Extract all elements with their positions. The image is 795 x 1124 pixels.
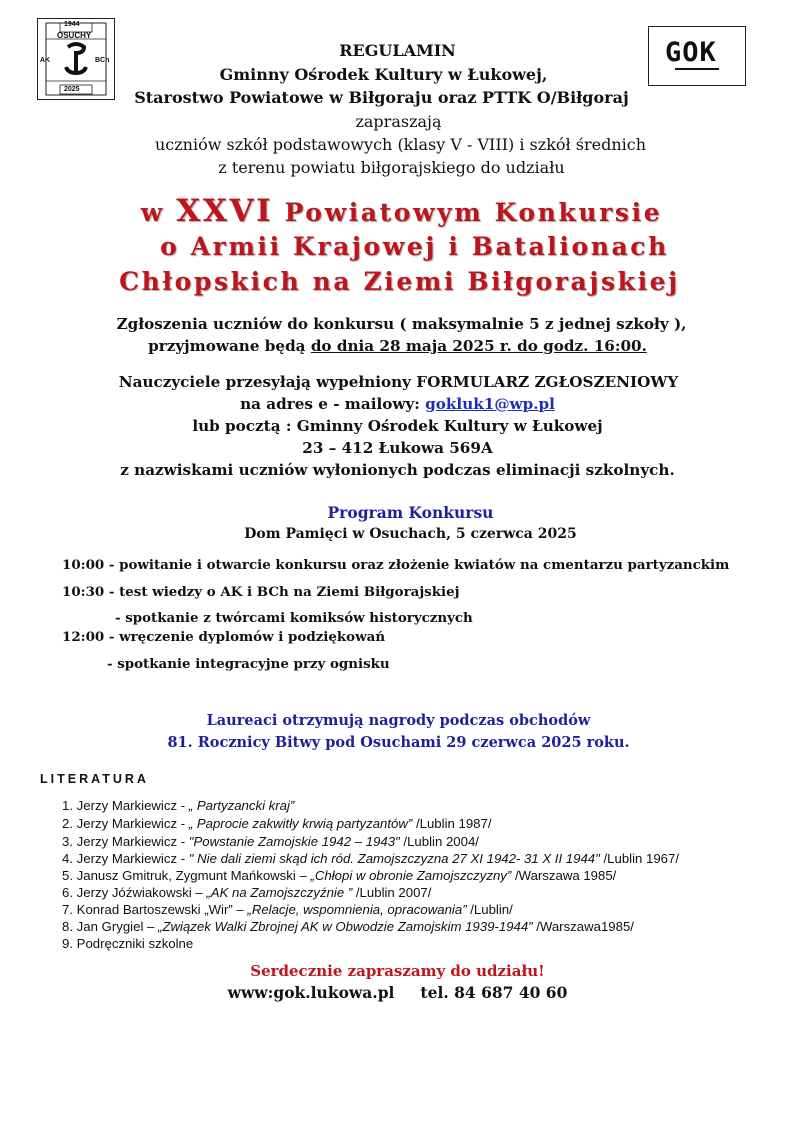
audience-line-1: uczniów szkół podstawowych (klasy V - VIII) i szkół średnich bbox=[154, 135, 647, 154]
registration-line-1: Zgłoszenia uczniów do konkursu ( maksymalnie 5 z jednej szkoły ), bbox=[116, 315, 687, 333]
program-item: - spotkanie z twórcami komiksów historycznych bbox=[115, 610, 473, 626]
logo-bch: BCh bbox=[95, 57, 110, 64]
program-title: Program Konkursu bbox=[327, 503, 494, 522]
organizer-line-1: Gminny Ośrodek Kultury w Łukowej, bbox=[219, 65, 548, 84]
submission-address: 23 – 412 Łukowa 569A bbox=[302, 439, 493, 457]
email-link[interactable]: gokluk1@wp.pl bbox=[425, 395, 555, 413]
submission-line-1: Nauczyciele przesyłają wypełniony FORMULARZ ZGŁOSZENIOWY bbox=[118, 373, 679, 391]
literature-item: 6. Jerzy Jóźwiakowski – „AK na Zamojszczyźnie ” /Lublin 2007/ bbox=[62, 885, 432, 900]
program-item: - spotkanie integracyjne przy ognisku bbox=[107, 656, 390, 672]
email-label: na adres e - mailowy: bbox=[240, 395, 426, 413]
logo-year-top: 1944 bbox=[64, 21, 80, 28]
program-item: 12:00 - wręczenie dyplomów i podziękowań bbox=[62, 629, 386, 645]
program-item: 10:00 - powitanie i otwarcie konkursu oraz złożenie kwiatów na cmentarzu partyzanckim bbox=[62, 557, 730, 573]
contest-title-line-3: Chłopskich na Ziemi Biłgorajskiej bbox=[119, 267, 680, 296]
logo-ak: AK bbox=[40, 57, 51, 64]
laureates-line-2: 81. Rocznicy Bitwy pod Osuchami 29 czerwca 2025 roku. bbox=[167, 734, 630, 751]
literature-heading: LITERATURA bbox=[40, 772, 149, 786]
contest-title-line-2: o Armii Krajowej i Batalionach bbox=[160, 232, 669, 261]
literature-item: 2. Jerzy Markiewicz - „ Paprocie zakwitły krwią partyzantów” /Lublin 1987/ bbox=[62, 816, 492, 831]
contact-line bbox=[0, 983, 795, 1002]
contest-title-prefix: w bbox=[140, 198, 177, 227]
registration-prefix: przyjmowane będą bbox=[148, 337, 311, 355]
laureates-line-1: Laureaci otrzymują nagrody podczas obchodów bbox=[206, 712, 591, 729]
registration-deadline: do dnia 28 maja 2025 r. do godz. 16:00. bbox=[310, 337, 647, 355]
literature-item: 5. Janusz Gmitruk, Zygmunt Mańkowski – „Chłopi w obronie Zamojszczyzny” /Warszawa 1985/ bbox=[62, 868, 617, 883]
audience-line-2: z terenu powiatu biłgorajskiego do udziału bbox=[218, 158, 565, 177]
submission-line-3: lub pocztą : Gminny Ośrodek Kultury w Łukowej bbox=[192, 417, 603, 435]
logo-name: OSUCHY bbox=[57, 31, 92, 40]
contest-title-line-1 bbox=[4, 194, 795, 230]
registration-line-2 bbox=[0, 336, 795, 358]
contest-edition-number: XXVI bbox=[176, 193, 274, 229]
organizer-line-2: Starostwo Powiatowe w Biłgoraju oraz PTTK O/Biłgoraj bbox=[134, 88, 629, 107]
closing-invite: Serdecznie zapraszamy do udziału! bbox=[250, 962, 545, 980]
website-link[interactable]: www:gok.lukowa.pl bbox=[227, 983, 395, 1002]
literature-item: 9. Podręczniki szkolne bbox=[62, 936, 194, 951]
literature-item: 3. Jerzy Markiewicz - "Powstanie Zamojskie 1942 – 1943" /Lublin 2004/ bbox=[62, 834, 479, 849]
submission-line-5: z nazwiskami uczniów wyłonionych podczas eliminacji szkolnych. bbox=[120, 461, 675, 479]
logo-year-bottom: 2025 bbox=[64, 86, 80, 93]
program-venue: Dom Pamięci w Osuchach, 5 czerwca 2025 bbox=[244, 526, 577, 542]
contest-title-rest: Powiatowym Konkursie bbox=[273, 198, 663, 227]
document-title: REGULAMIN bbox=[339, 41, 456, 60]
literature-item: 1. Jerzy Markiewicz - „ Partyzancki kraj” bbox=[62, 798, 295, 813]
literature-item: 4. Jerzy Markiewicz - " Nie dali ziemi skąd ich ród. Zamojszczyzna 27 XI 1942- 31 X II 1944" /Lublin 1967/ bbox=[62, 851, 680, 866]
literature-item: 8. Jan Grygiel – „Związek Walki Zbrojnej AK w Obwodzie Zamojskim 1939-1944” /Warszawa1985/ bbox=[62, 919, 634, 934]
literature-item: 7. Konrad Bartoszewski „Wir” – „Relacje, wspomnienia, opracowania” /Lublin/ bbox=[62, 902, 513, 917]
submission-line-2 bbox=[0, 394, 795, 416]
phone-number: tel. 84 687 40 60 bbox=[420, 983, 568, 1002]
program-item: 10:30 - test wiedzy o AK i BCh na Ziemi Biłgorajskiej bbox=[62, 584, 460, 600]
invite-verb: zapraszają bbox=[355, 112, 442, 131]
gok-logo-text: GOK bbox=[665, 37, 717, 68]
